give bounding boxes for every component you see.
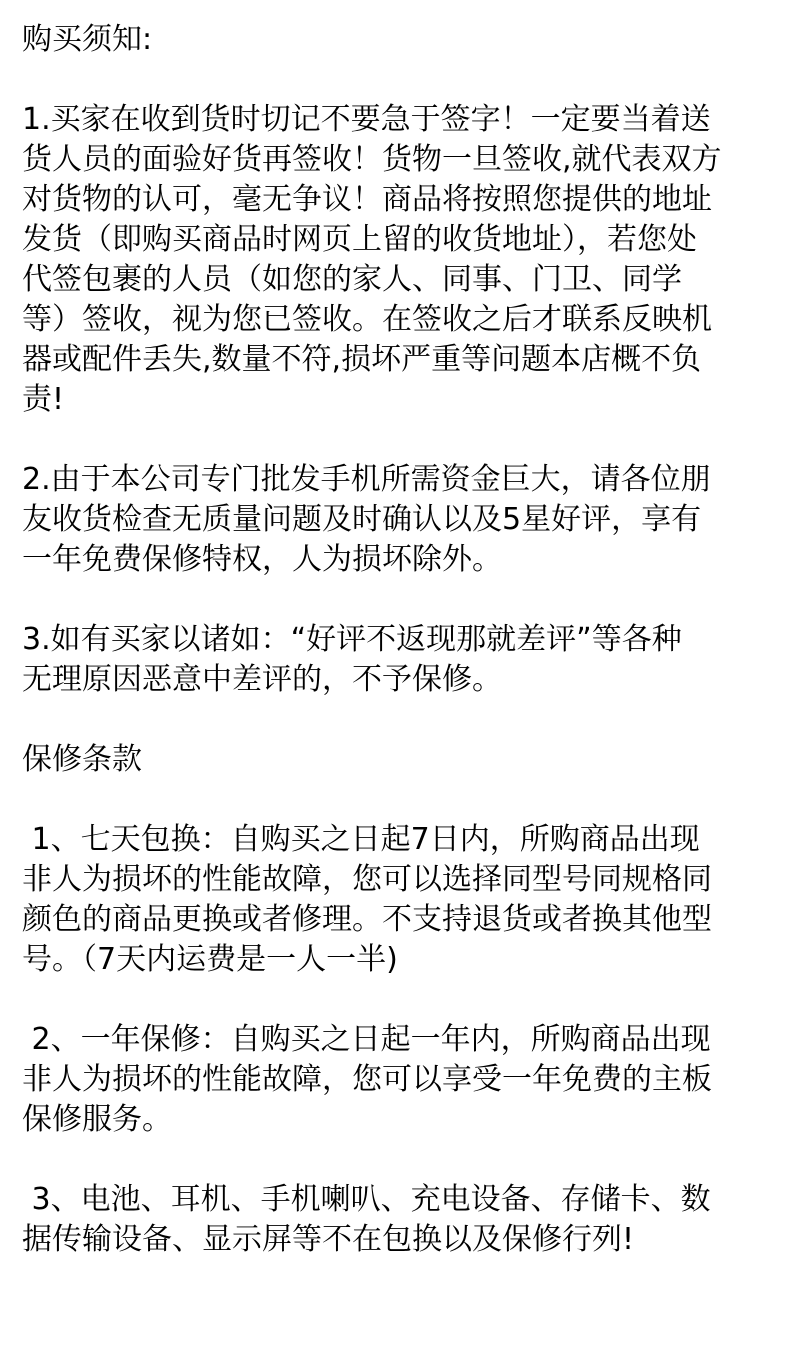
warranty-item-3-line-1: 3、电池、耳机、手机喇叭、充电设备、存储卡、数	[22, 1182, 711, 1217]
warranty-item-1-line-2: 非人为损坏的性能故障，您可以选择同型号同规格同	[22, 862, 712, 897]
notice-item-2-line-1: 2.由于本公司专门批发手机所需资金巨大，请各位朋	[22, 462, 711, 497]
notice-item-3	[22, 620, 760, 700]
warranty-item-2	[22, 1020, 760, 1140]
notice-item-1-line-2: 货人员的面验好货再签收！货物一旦签收,就代表双方	[22, 142, 722, 177]
notice-item-1-line-1: 1.买家在收到货时切记不要急于签字！一定要当着送	[22, 102, 711, 137]
warranty-title: 保修条款	[22, 742, 142, 777]
notice-item-1-line-8: 责!	[22, 382, 65, 417]
warranty-item-1-line-4: 号。（7天内运费是一人一半)	[22, 942, 398, 977]
warranty-item-2-line-3: 保修服务。	[22, 1102, 172, 1137]
notice-item-1-line-7: 器或配件丢失,数量不符,损坏严重等问题本店概不负	[22, 342, 702, 377]
notice-item-1	[22, 100, 760, 420]
notice-item-2	[22, 460, 760, 580]
warranty-item-1-line-3: 颜色的商品更换或者修理。不支持退货或者换其他型	[22, 902, 712, 937]
notice-item-1-line-3: 对货物的认可，毫无争议！商品将按照您提供的地址	[22, 182, 712, 217]
warranty-item-1-line-1: 1、七天包换：自购买之日起7日内，所购商品出现	[22, 822, 700, 857]
notice-item-1-line-4: 发货（即购买商品时网页上留的收货地址），若您处	[22, 222, 697, 257]
warranty-item-1	[22, 820, 760, 980]
warranty-item-3-line-2: 据传输设备、显示屏等不在包换以及保修行列!	[22, 1222, 635, 1257]
notice-item-1-line-6: 等）签收，视为您已签收。在签收之后才联系反映机	[22, 302, 712, 337]
warranty-item-2-line-2: 非人为损坏的性能故障，您可以享受一年免费的主板	[22, 1062, 712, 1097]
notice-item-2-line-3: 一年免费保修特权，人为损坏除外。	[22, 542, 502, 577]
notice-item-3-line-1: 3.如有买家以诸如：“好评不返现那就差评”等各种	[22, 622, 682, 657]
notice-item-2-line-2: 友收货检查无质量问题及时确认以及5星好评，享有	[22, 502, 702, 537]
warranty-item-3	[22, 1180, 760, 1260]
warranty-item-2-line-1: 2、一年保修：自购买之日起一年内，所购商品出现	[22, 1022, 711, 1057]
notice-item-3-line-2: 无理原因恶意中差评的，不予保修。	[22, 662, 502, 697]
notice-item-1-line-5: 代签包裹的人员（如您的家人、同事、门卫、同学	[22, 262, 682, 297]
notice-title: 购买须知:	[22, 22, 153, 57]
